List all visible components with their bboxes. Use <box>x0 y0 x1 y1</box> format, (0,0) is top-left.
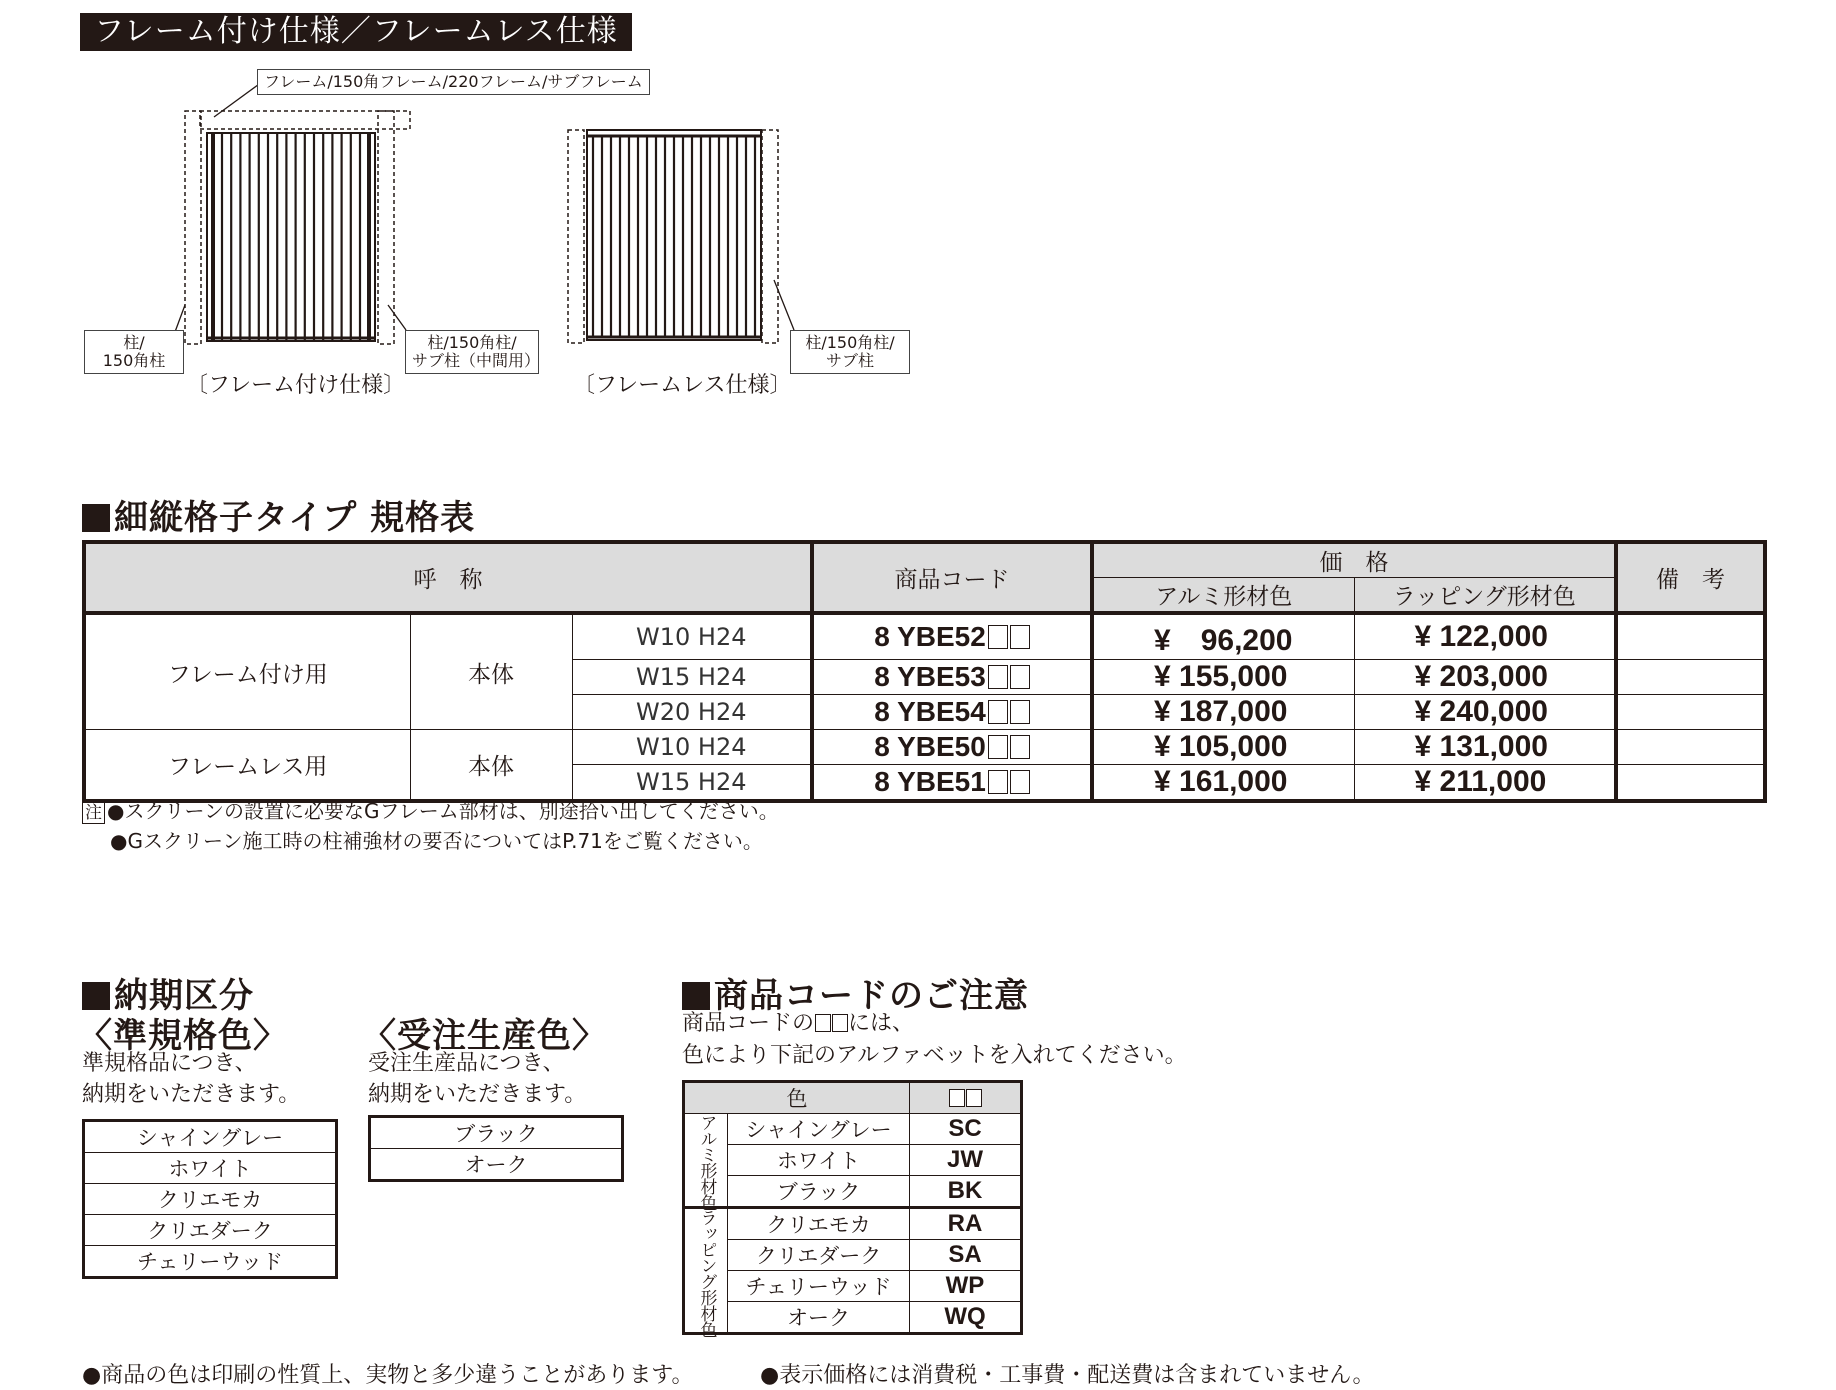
standard-color-title: 〈準規格色〉 <box>78 1016 288 1056</box>
code-cell: 8 YBE51 <box>812 765 1092 802</box>
color-code: WQ <box>910 1302 1022 1334</box>
wrap-price: ¥ 203,000 <box>1354 660 1616 695</box>
standard-color-list <box>82 1119 338 1279</box>
order-color-list <box>368 1115 624 1182</box>
color-code: JW <box>910 1145 1022 1176</box>
post-callout-middle: 柱/150角柱/ サブ柱（中間用） <box>405 330 539 374</box>
list-item: クリエモカ <box>84 1184 337 1215</box>
standard-desc-1: 準規格品につき、 <box>82 1051 257 1076</box>
color-code: BK <box>910 1176 1022 1208</box>
color-code: SA <box>910 1240 1022 1271</box>
table-row <box>684 1240 1022 1271</box>
note-cell <box>1616 660 1765 695</box>
header-title: フレーム付け仕様／フレームレス仕様 <box>80 13 632 51</box>
list-item: クリエダーク <box>84 1215 337 1246</box>
code-cell: 8 YBE54 <box>812 695 1092 730</box>
header-alumi: アルミ形材色 <box>1092 578 1354 614</box>
list-item: ブラック <box>370 1117 623 1149</box>
color-name: クリエモカ <box>728 1208 910 1240</box>
alumi-price: ¥ 155,000 <box>1092 660 1354 695</box>
frame-type-fence <box>185 111 410 344</box>
color-name: ホワイト <box>728 1145 910 1176</box>
table-row <box>684 1271 1022 1302</box>
note-cell <box>1616 730 1765 765</box>
spec-note-1: 注 ●スクリーンの設置に必要なGフレーム部材は、別途拾い出してください。 <box>82 796 779 827</box>
group-label: フレームレス用 <box>84 730 410 802</box>
footer-note-left: ●商品の色は印刷の性質上、実物と多少違うことがあります。 <box>82 1363 694 1388</box>
list-item: シャイングレー <box>84 1121 337 1153</box>
table-row <box>684 1176 1022 1208</box>
group-wrap-label: ラッピング形材色 <box>684 1208 728 1334</box>
color-code: SC <box>910 1114 1022 1145</box>
standard-desc-2: 納期をいただきます。 <box>82 1082 301 1107</box>
code-cell: 8 YBE53 <box>812 660 1092 695</box>
header-wrap: ラッピング形材色 <box>1354 578 1616 614</box>
square-bullet-icon <box>82 982 110 1010</box>
size-cell: W15 H24 <box>572 660 812 695</box>
delivery-title: 納期区分 <box>82 968 254 1017</box>
group-label: フレーム付け用 <box>84 613 410 730</box>
color-name: チェリーウッド <box>728 1271 910 1302</box>
note-mark: 注 <box>82 802 105 824</box>
list-item: オーク <box>370 1149 623 1181</box>
spec-table <box>82 540 1767 803</box>
code-note-title: 商品コードのご注意 <box>682 968 1029 1017</box>
size-cell: W10 H24 <box>572 730 812 765</box>
footer-note-right: ●表示価格には消費税・工事費・配送費は含まれていません。 <box>760 1363 1375 1388</box>
size-cell: W20 H24 <box>572 695 812 730</box>
header-code-boxes <box>910 1082 1022 1114</box>
wrap-price: ¥ 211,000 <box>1354 765 1616 802</box>
code-cell: 8 YBE50 <box>812 730 1092 765</box>
wrap-price: ¥ 122,000 <box>1354 613 1616 660</box>
frameless-type-fence <box>568 130 778 343</box>
spec-note-2: ●Gスクリーン施工時の柱補強材の要否についてはP.71をご覧ください。 <box>110 829 763 853</box>
part-label: 本体 <box>410 730 572 802</box>
caption-frame-type: 〔フレーム付け仕様〕 <box>186 373 406 398</box>
code-cell: 8 YBE52 <box>812 613 1092 660</box>
post-callout-left: 柱/ 150角柱 <box>84 330 184 374</box>
frame-callout: フレーム/150角フレーム/220フレーム/サブフレーム <box>257 69 650 95</box>
note-cell <box>1616 765 1765 802</box>
order-desc-1: 受注生産品につき、 <box>368 1051 565 1076</box>
caption-frameless-type: 〔フレームレス仕様〕 <box>573 373 792 398</box>
header-name: 呼 称 <box>84 542 812 613</box>
alumi-price: ¥ 105,000 <box>1092 730 1354 765</box>
spec-title: 細縦格子タイプ 規格表 <box>82 490 475 539</box>
size-cell: W10 H24 <box>572 613 812 660</box>
square-bullet-icon <box>82 504 110 532</box>
alumi-price: ¥ 96,200 <box>1092 613 1354 660</box>
wrap-price: ¥ 131,000 <box>1354 730 1616 765</box>
table-row <box>684 1302 1022 1334</box>
list-item: チェリーウッド <box>84 1246 337 1278</box>
table-row <box>684 1145 1022 1176</box>
table-row <box>84 730 1765 765</box>
color-name: ブラック <box>728 1176 910 1208</box>
size-cell: W15 H24 <box>572 765 812 802</box>
order-desc-2: 納期をいただきます。 <box>368 1082 587 1107</box>
color-name: オーク <box>728 1302 910 1334</box>
part-label: 本体 <box>410 613 572 730</box>
note-cell <box>1616 695 1765 730</box>
list-item: ホワイト <box>84 1153 337 1184</box>
color-code: RA <box>910 1208 1022 1240</box>
table-row <box>84 613 1765 660</box>
color-name: シャイングレー <box>728 1114 910 1145</box>
code-note-desc-2: 色により下記のアルファベットを入れてください。 <box>682 1043 1187 1068</box>
header-note: 備 考 <box>1616 542 1765 613</box>
alumi-price: ¥ 161,000 <box>1092 765 1354 802</box>
color-code-table <box>682 1080 1023 1335</box>
group-alumi-label: アルミ形材色 <box>684 1114 728 1208</box>
alumi-price: ¥ 187,000 <box>1092 695 1354 730</box>
table-row <box>684 1208 1022 1240</box>
square-bullet-icon <box>682 982 710 1010</box>
header-code: 商品コード <box>812 542 1092 613</box>
code-note-desc-1: 商品コードの には、 <box>682 1011 915 1036</box>
color-code: WP <box>910 1271 1022 1302</box>
header-color: 色 <box>684 1082 910 1114</box>
post-callout-right: 柱/150角柱/ サブ柱 <box>790 330 910 374</box>
note-cell <box>1616 613 1765 660</box>
table-row <box>684 1114 1022 1145</box>
header-price: 価 格 <box>1092 542 1616 578</box>
color-name: クリエダーク <box>728 1240 910 1271</box>
wrap-price: ¥ 240,000 <box>1354 695 1616 730</box>
order-color-title: 〈受注生産色〉 <box>362 1016 607 1056</box>
